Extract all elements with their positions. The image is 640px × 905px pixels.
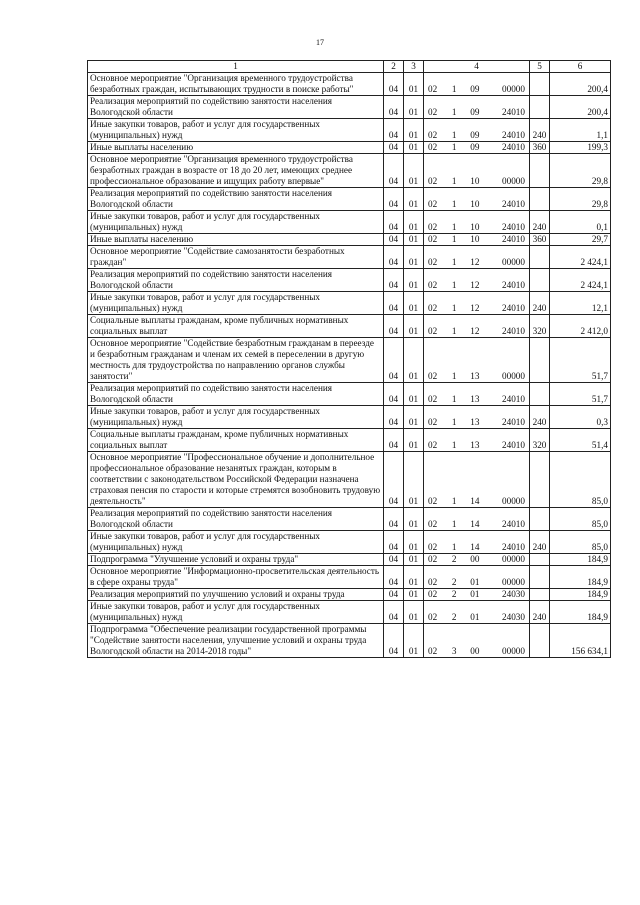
row-subsection: 01 [404,406,424,429]
row-expense-type [530,508,550,531]
header-col-2: 2 [384,61,404,73]
row-section: 04 [384,452,404,508]
row-expense-type: 240 [530,119,550,142]
row-amount: 51,4 [550,429,611,452]
header-col-1: 1 [88,61,384,73]
row-section: 04 [384,601,404,624]
code-program: 02 [428,84,438,94]
row-amount: 51,7 [550,338,611,383]
row-section: 04 [384,188,404,211]
row-name: Реализация мероприятий по содействию занятости населения Вологодской области [88,269,384,292]
row-expense-type: 240 [530,531,550,554]
table-row [88,531,611,554]
row-section: 04 [384,119,404,142]
row-section: 04 [384,246,404,269]
code-direction: 24010 [502,280,525,290]
header-col-6: 6 [550,61,611,73]
row-name: Реализация мероприятий по содействию занятости населения Вологодской области [88,383,384,406]
table-row [88,269,611,292]
row-section: 04 [384,96,404,119]
row-name: Основное мероприятие "Профессиональное обучение и дополнительное профессиональное образование незанятых граждан, которым в соответствии с законодательством Российской Федерации назначена страховая пенсия по старости и которые стремятся возобновить трудовую деятельность" [88,452,384,508]
row-target-code [424,142,530,154]
row-amount: 200,4 [550,73,611,96]
code-program: 02 [428,326,438,336]
code-direction: 24030 [502,612,525,622]
row-subsection: 01 [404,96,424,119]
code-direction: 24010 [502,107,525,117]
row-target-code [424,188,530,211]
code-event: 12 [470,280,480,290]
code-program: 02 [428,257,438,267]
code-event: 00 [470,554,480,564]
code-subprogram: 1 [451,234,457,244]
code-subprogram: 3 [451,646,457,656]
row-name: Иные закупки товаров, работ и услуг для государственных (муниципальных) нужд [88,211,384,234]
code-subprogram: 2 [451,589,457,599]
code-event: 12 [470,303,480,313]
row-section: 04 [384,154,404,188]
code-program: 02 [428,612,438,622]
row-amount: 156 634,1 [550,624,611,658]
row-expense-type [530,383,550,406]
row-target-code [424,566,530,589]
row-subsection: 01 [404,234,424,246]
row-name: Реализация мероприятий по улучшению условий и охраны труда [88,589,384,601]
code-direction: 00000 [502,176,525,186]
row-subsection: 01 [404,452,424,508]
code-event: 10 [470,222,480,232]
code-event: 09 [470,107,480,117]
row-expense-type: 360 [530,234,550,246]
code-direction: 24010 [502,222,525,232]
page-number: 17 [316,38,324,47]
header-col-5: 5 [530,61,550,73]
row-section: 04 [384,338,404,383]
code-direction: 24010 [502,130,525,140]
row-subsection: 01 [404,531,424,554]
row-target-code [424,383,530,406]
row-target-code [424,601,530,624]
table-row [88,452,611,508]
row-section: 04 [384,589,404,601]
code-event: 13 [470,417,480,427]
row-target-code [424,531,530,554]
code-subprogram: 1 [451,371,457,381]
code-direction: 00000 [502,646,525,656]
row-target-code [424,406,530,429]
row-name: Реализация мероприятий по содействию занятости населения Вологодской области [88,188,384,211]
code-event: 01 [470,589,480,599]
row-subsection: 01 [404,338,424,383]
code-subprogram: 2 [451,577,457,587]
header-col-4: 4 [424,61,530,73]
code-direction: 24010 [502,142,525,152]
code-direction: 00000 [502,371,525,381]
code-subprogram: 1 [451,199,457,209]
row-target-code [424,429,530,452]
code-event: 09 [470,84,480,94]
row-amount: 85,0 [550,452,611,508]
code-program: 02 [428,142,438,152]
row-name: Реализация мероприятий по содействию занятости населения Вологодской области [88,508,384,531]
row-subsection: 01 [404,429,424,452]
row-expense-type: 240 [530,406,550,429]
code-program: 02 [428,394,438,404]
code-program: 02 [428,646,438,656]
row-name: Иные закупки товаров, работ и услуг для государственных (муниципальных) нужд [88,292,384,315]
table-row [88,566,611,589]
code-event: 12 [470,257,480,267]
code-program: 02 [428,130,438,140]
budget-table [87,60,611,658]
row-target-code [424,154,530,188]
row-name: Социальные выплаты гражданам, кроме публичных нормативных социальных выплат [88,429,384,452]
row-amount: 184,9 [550,554,611,566]
code-program: 02 [428,222,438,232]
code-subprogram: 1 [451,326,457,336]
code-event: 09 [470,130,480,140]
code-event: 14 [470,496,480,506]
row-target-code [424,508,530,531]
code-direction: 00000 [502,257,525,267]
code-direction: 00000 [502,554,525,564]
row-subsection: 01 [404,566,424,589]
row-subsection: 01 [404,383,424,406]
code-event: 10 [470,199,480,209]
row-target-code [424,269,530,292]
code-subprogram: 1 [451,176,457,186]
row-amount: 29,7 [550,234,611,246]
row-target-code [424,338,530,383]
row-target-code [424,246,530,269]
table-row [88,429,611,452]
code-direction: 00000 [502,84,525,94]
code-direction: 00000 [502,496,525,506]
table-row [88,246,611,269]
code-event: 14 [470,542,480,552]
code-event: 13 [470,371,480,381]
table-row [88,73,611,96]
table-row [88,315,611,338]
row-name: Основное мероприятие "Организация временного трудоустройства безработных граждан в возрасте от 18 до 20 лет, имеющих среднее профессиональное образование и ищущих работу впервые" [88,154,384,188]
row-target-code [424,554,530,566]
code-program: 02 [428,107,438,117]
row-section: 04 [384,566,404,589]
row-section: 04 [384,429,404,452]
row-subsection: 01 [404,211,424,234]
table-row [88,554,611,566]
row-expense-type [530,269,550,292]
code-direction: 24010 [502,440,525,450]
code-program: 02 [428,199,438,209]
code-event: 13 [470,440,480,450]
row-name: Иные выплаты населению [88,234,384,246]
row-section: 04 [384,269,404,292]
row-amount: 2 412,0 [550,315,611,338]
row-subsection: 01 [404,589,424,601]
row-expense-type [530,589,550,601]
table-row [88,383,611,406]
row-amount: 29,8 [550,188,611,211]
row-subsection: 01 [404,119,424,142]
row-name: Подпрограмма "Улучшение условий и охраны труда" [88,554,384,566]
row-expense-type [530,246,550,269]
row-expense-type [530,188,550,211]
row-name: Реализация мероприятий по содействию занятости населения Вологодской области [88,96,384,119]
code-direction: 24010 [502,199,525,209]
row-subsection: 01 [404,554,424,566]
code-program: 02 [428,303,438,313]
code-subprogram: 1 [451,142,457,152]
code-program: 02 [428,371,438,381]
row-target-code [424,73,530,96]
row-section: 04 [384,315,404,338]
row-expense-type [530,73,550,96]
row-subsection: 01 [404,601,424,624]
code-subprogram: 1 [451,280,457,290]
table-row [88,624,611,658]
row-expense-type: 240 [530,601,550,624]
table-row [88,188,611,211]
table-row [88,96,611,119]
code-program: 02 [428,577,438,587]
row-target-code [424,119,530,142]
table-row [88,508,611,531]
code-direction: 24010 [502,234,525,244]
code-program: 02 [428,589,438,599]
code-direction: 24010 [502,417,525,427]
row-subsection: 01 [404,188,424,211]
row-target-code [424,315,530,338]
row-subsection: 01 [404,269,424,292]
row-target-code [424,211,530,234]
table-row [88,234,611,246]
code-direction: 24010 [502,519,525,529]
row-amount: 184,9 [550,601,611,624]
row-expense-type [530,566,550,589]
row-amount: 29,8 [550,154,611,188]
code-subprogram: 1 [451,542,457,552]
code-program: 02 [428,519,438,529]
code-direction: 24010 [502,542,525,552]
row-subsection: 01 [404,142,424,154]
row-name: Иные закупки товаров, работ и услуг для государственных (муниципальных) нужд [88,531,384,554]
code-program: 02 [428,554,438,564]
code-program: 02 [428,440,438,450]
row-section: 04 [384,406,404,429]
code-direction: 24010 [502,394,525,404]
table-row [88,142,611,154]
code-subprogram: 1 [451,107,457,117]
table-row [88,292,611,315]
code-direction: 24010 [502,326,525,336]
row-subsection: 01 [404,154,424,188]
code-event: 13 [470,394,480,404]
row-amount: 1,1 [550,119,611,142]
row-amount: 51,7 [550,383,611,406]
code-program: 02 [428,234,438,244]
row-amount: 0,3 [550,406,611,429]
row-section: 04 [384,508,404,531]
row-target-code [424,452,530,508]
code-direction: 24010 [502,303,525,313]
table-row [88,589,611,601]
row-name: Основное мероприятие "Содействие самозанятости безработных граждан" [88,246,384,269]
row-target-code [424,292,530,315]
code-subprogram: 1 [451,440,457,450]
row-target-code [424,234,530,246]
row-section: 04 [384,292,404,315]
row-section: 04 [384,383,404,406]
row-name: Иные закупки товаров, работ и услуг для государственных (муниципальных) нужд [88,601,384,624]
code-program: 02 [428,176,438,186]
row-amount: 12,1 [550,292,611,315]
table-row [88,154,611,188]
row-name: Подпрограмма "Обеспечение реализации государственной программы "Содействие занятости населения, улучшение условий и охраны труда Вологодской области на 2014-2018 годы" [88,624,384,658]
row-subsection: 01 [404,624,424,658]
row-amount: 2 424,1 [550,246,611,269]
code-subprogram: 1 [451,303,457,313]
row-expense-type [530,452,550,508]
row-amount: 200,4 [550,96,611,119]
row-amount: 85,0 [550,508,611,531]
table-row [88,119,611,142]
row-section: 04 [384,554,404,566]
row-subsection: 01 [404,315,424,338]
row-expense-type [530,154,550,188]
table-row [88,406,611,429]
code-program: 02 [428,496,438,506]
code-subprogram: 1 [451,417,457,427]
row-subsection: 01 [404,508,424,531]
code-subprogram: 2 [451,612,457,622]
row-name: Социальные выплаты гражданам, кроме публичных нормативных социальных выплат [88,315,384,338]
code-event: 01 [470,612,480,622]
row-amount: 199,3 [550,142,611,154]
code-event: 10 [470,234,480,244]
row-name: Основное мероприятие "Информационно-просветительская деятельность в сфере охраны труда" [88,566,384,589]
code-event: 14 [470,519,480,529]
row-expense-type: 320 [530,315,550,338]
code-subprogram: 1 [451,222,457,232]
code-event: 09 [470,142,480,152]
code-subprogram: 1 [451,519,457,529]
row-target-code [424,589,530,601]
code-subprogram: 1 [451,394,457,404]
row-amount: 2 424,1 [550,269,611,292]
row-section: 04 [384,234,404,246]
row-target-code [424,96,530,119]
row-expense-type [530,554,550,566]
row-section: 04 [384,211,404,234]
row-expense-type [530,624,550,658]
row-section: 04 [384,142,404,154]
row-subsection: 01 [404,246,424,269]
table-row [88,338,611,383]
row-name: Основное мероприятие "Организация временного трудоустройства безработных граждан, испытывающих трудности в поиске работы" [88,73,384,96]
row-amount: 0,1 [550,211,611,234]
row-expense-type [530,338,550,383]
code-program: 02 [428,280,438,290]
row-amount: 184,9 [550,566,611,589]
row-section: 04 [384,531,404,554]
row-amount: 85,0 [550,531,611,554]
row-expense-type: 240 [530,292,550,315]
code-program: 02 [428,542,438,552]
row-name: Иные выплаты населению [88,142,384,154]
table-row [88,211,611,234]
row-name: Основное мероприятие "Содействие безработным гражданам в переезде и безработным гражданам и членам их семей в переселении в другую местность для трудоустройства по направлению органов службы занятости" [88,338,384,383]
code-program: 02 [428,417,438,427]
code-subprogram: 2 [451,554,457,564]
table-header-row [88,61,611,73]
code-subprogram: 1 [451,257,457,267]
code-event: 10 [470,176,480,186]
code-subprogram: 1 [451,496,457,506]
header-col-3: 3 [404,61,424,73]
code-event: 01 [470,577,480,587]
row-expense-type: 320 [530,429,550,452]
row-subsection: 01 [404,292,424,315]
row-target-code [424,624,530,658]
row-subsection: 01 [404,73,424,96]
row-name: Иные закупки товаров, работ и услуг для государственных (муниципальных) нужд [88,406,384,429]
row-expense-type [530,96,550,119]
row-amount: 184,9 [550,589,611,601]
code-subprogram: 1 [451,84,457,94]
row-name: Иные закупки товаров, работ и услуг для государственных (муниципальных) нужд [88,119,384,142]
code-direction: 24030 [502,589,525,599]
row-section: 04 [384,624,404,658]
code-direction: 00000 [502,577,525,587]
code-subprogram: 1 [451,130,457,140]
row-expense-type: 360 [530,142,550,154]
code-event: 12 [470,326,480,336]
table-row [88,601,611,624]
row-expense-type: 240 [530,211,550,234]
code-event: 00 [470,646,480,656]
row-section: 04 [384,73,404,96]
